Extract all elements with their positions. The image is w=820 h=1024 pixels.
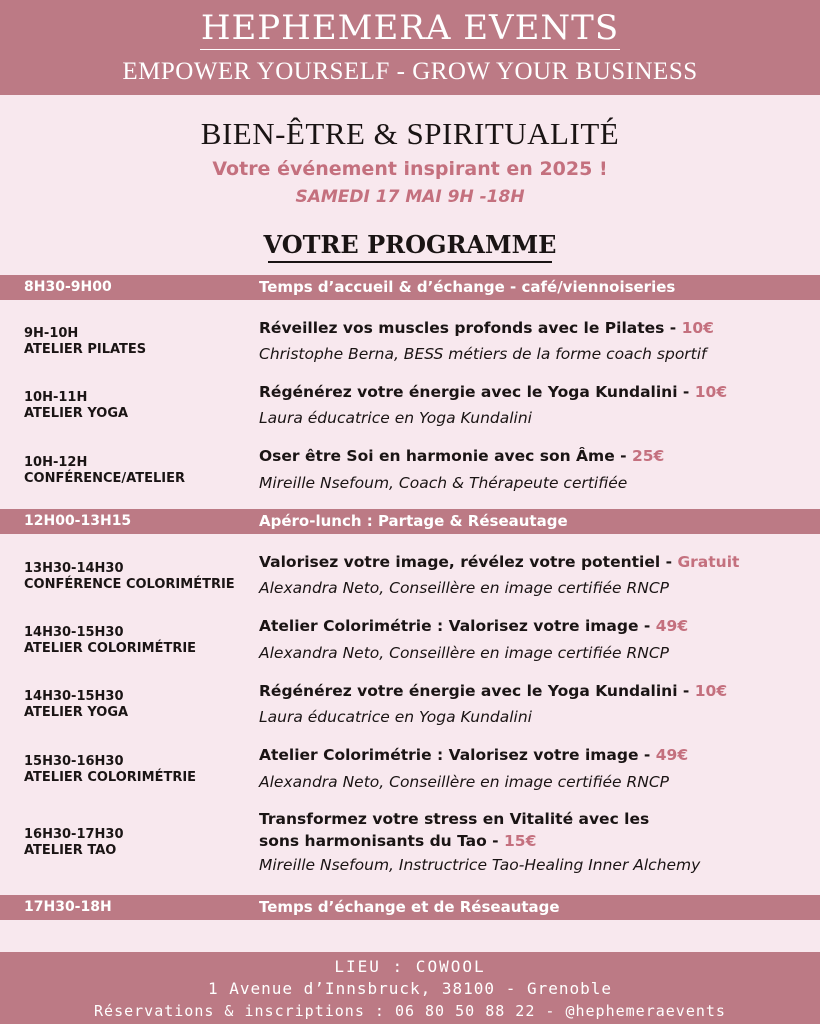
session-speaker: Alexandra Neto, Conseillère en image certifiée RNCP [259, 644, 670, 662]
event-title: BIEN-ÊTRE & SPIRITUALITÉ [200, 116, 620, 151]
session-price: 10€ [694, 682, 728, 700]
session-price: 10€ [694, 383, 728, 401]
session-speaker: Laura éducatrice en Yoga Kundalini [259, 409, 532, 427]
brand-name: HEPHEMERA EVENTS [200, 8, 620, 48]
session-price: 15€ [504, 832, 537, 850]
session-price: Gratuit [677, 553, 740, 571]
session-title: Réveillez vos muscles profonds avec le Pilates - 10€ [259, 319, 714, 337]
session-title: Atelier Colorimétrie : Valorisez votre image - 49€ [259, 746, 689, 764]
session-speaker: Mireille Nsefoum, Instructrice Tao-Healing Inner Alchemy [259, 856, 701, 874]
session-price: 49€ [655, 746, 689, 764]
session-type: ATELIER PILATES [24, 342, 147, 357]
event-date: SAMEDI 17 MAI 9H -18H [295, 187, 525, 207]
band-label: Apéro-lunch : Partage & Réseautage [259, 512, 568, 530]
session-time: 15H30-16H30 [24, 754, 124, 769]
band-time: 17H30-18H [24, 899, 112, 915]
session-title: Transformez votre stress en Vitalité avec les sons harmonisants du Tao - 15€ [259, 810, 650, 850]
band-lunch [0, 509, 820, 534]
session-title: Valorisez votre image, révélez votre potentiel - Gratuit [259, 553, 740, 571]
event-subtitle: Votre événement inspirant en 2025 ! [212, 158, 608, 180]
session-price: 49€ [655, 617, 689, 635]
contact-line: Réservations & inscriptions : 06 80 50 88 22 - @hephemeraevents [94, 1002, 726, 1020]
band-label: Temps d’accueil & d’échange - café/viennoiseries [259, 278, 676, 296]
band-time: 12H00-13H15 [24, 513, 132, 529]
session-title: Atelier Colorimétrie : Valorisez votre image - 49€ [259, 617, 689, 635]
session-type: ATELIER YOGA [24, 705, 129, 720]
session-type: ATELIER TAO [24, 843, 117, 858]
session-time: 14H30-15H30 [24, 625, 124, 640]
session-title: Oser être Soi en harmonie avec son Âme - 25€ [259, 447, 665, 465]
session-speaker: Alexandra Neto, Conseillère en image certifiée RNCP [259, 773, 670, 791]
venue-address: 1 Avenue d’Innsbruck, 38100 - Grenoble [207, 979, 613, 998]
session-time: 9H-10H [24, 326, 79, 341]
session-speaker: Alexandra Neto, Conseillère en image certifiée RNCP [259, 579, 670, 597]
session-title: Régénérez votre énergie avec le Yoga Kundalini - 10€ [259, 682, 728, 700]
program-title: VOTRE PROGRAMME [263, 230, 557, 259]
session-time: 10H-12H [24, 455, 88, 470]
program-underline [268, 261, 552, 263]
header-banner [0, 0, 820, 95]
session-speaker: Laura éducatrice en Yoga Kundalini [259, 708, 532, 726]
session-price: 25€ [631, 447, 665, 465]
band-welcome [0, 275, 820, 300]
session-time: 13H30-14H30 [24, 561, 124, 576]
brand-underline [200, 49, 620, 50]
band-networking [0, 895, 820, 920]
session-time: 14H30-15H30 [24, 689, 124, 704]
session-time: 16H30-17H30 [24, 827, 124, 842]
session-time: 10H-11H [24, 390, 88, 405]
band-time: 8H30-9H00 [24, 279, 112, 295]
session-title: Régénérez votre énergie avec le Yoga Kundalini - 10€ [259, 383, 728, 401]
band-label: Temps d’échange et de Réseautage [259, 898, 560, 916]
tagline: EMPOWER YOURSELF - GROW YOUR BUSINESS [122, 58, 698, 85]
session-type: CONFÉRENCE/ATELIER [24, 471, 185, 486]
session-type: ATELIER YOGA [24, 406, 129, 421]
session-speaker: Mireille Nsefoum, Coach & Thérapeute certifiée [259, 474, 628, 492]
session-speaker: Christophe Berna, BESS métiers de la forme coach sportif [259, 345, 707, 363]
venue-name: LIEU : COWOOL [334, 957, 486, 976]
session-type: CONFÉRENCE COLORIMÉTRIE [24, 577, 235, 592]
footer-banner [0, 952, 820, 1024]
session-type: ATELIER COLORIMÉTRIE [24, 770, 197, 785]
session-type: ATELIER COLORIMÉTRIE [24, 641, 197, 656]
session-price: 10€ [681, 319, 714, 337]
